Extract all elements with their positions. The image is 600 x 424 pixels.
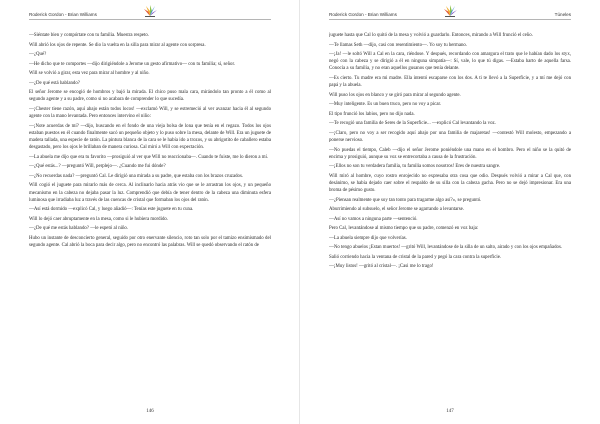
publisher-logo-icon: [141, 4, 159, 18]
paragraph: El tipo frunció los labios, pero no dijo nada.: [329, 111, 415, 117]
paragraph: Salió corriendo hacia la ventana de cristal de la pared y pegó la cara contra la superficie.: [329, 254, 502, 260]
paragraph: Will cogió el juguete para mirarlo más de cerca. Al inclinarlo hacia atrás vio que se le arrastran los ojos, y un pequeño mecanismo en la cabeza no dejaba pasar la luz. Comprendió que debía de tener dentro de la cabeza una diminuta esfera luminosa que irradiaba luz a través de las cuencas de cristal que formaban los ojos del ratón.: [29, 183, 271, 203]
paragraph: —¡Muy listos! —gritó al cristal—. ¡Casi me lo trago!: [329, 264, 434, 270]
paragraph: —¡Claro, pero no voy a ser recogido aquí abajo por una familia de majaretas! —contestó Will molesto, empezando a ponerse nervioso.: [329, 130, 571, 143]
page-header: [329, 0, 571, 24]
paragraph: Will miró al hombre, cuyo rostro enrojecido no expresaba otra cosa que odio. Después volvió a mirar a Cal que, con desánimo, se había dejado caer sobre el respaldo de su silla con la cabeza gacha. Pero no se dejó impresionar. Era una broma de pésimo gusto.: [329, 173, 571, 194]
paragraph: —La abuela me dijo que era tu favorito —prosiguió al ver que Will no reaccionaba—. Cuando te fuiste, me lo dieron a mí.: [29, 154, 269, 160]
paragraph: —¿De qué está hablando?: [29, 80, 80, 86]
paragraph: Aburrimiendo al subsuelo, el señor Jerome se agarrando a levantarse.: [329, 207, 465, 213]
paragraph: —¿Qué?: [29, 52, 47, 58]
page-header: [29, 0, 271, 24]
header-authors: Roderick Gordon - Brian Williams: [329, 12, 397, 17]
paragraph: El señor Jerome se encogió de hombros y bajó la mirada. El chico puso mala cara, mirándolo tan pronto a él como al segundo agente y a su padre, como si no acabara de comprender lo que sucedía.: [29, 90, 271, 103]
page-body: [329, 32, 571, 404]
paragraph: —¿De qué me estás hablando? —le espetó al niño.: [29, 226, 129, 232]
paragraph: —¡Ellos no son tu verdadera familia, tu familia somos nosotros! Eres de nuestra sangre.: [329, 164, 501, 170]
paragraph: Will abrió los ojos de repente. Se dio la vuelta en la silla para mirar al agente con sorpresa.: [29, 42, 206, 48]
paragraph: Will se volvió a girar, esta vez para mirar al hombre y al niño.: [29, 71, 150, 77]
header-authors: Roderick Gordon - Brian Williams: [29, 12, 97, 17]
paragraph: Hubo un instante de desconcierto general, seguido por otro enervante silencio, roto tan solo por el tamizo ensimismado del segundo agente. Cal abrió la boca para decir algo, pero no encontró las palabras. Will se quedó observando el ratón de: [29, 235, 271, 248]
paragraph: —No tengo abuelos ¡Estan muertos! —gritó Will, levantándose de la silla de un salto, airado y con los ojos empañados.: [329, 245, 563, 251]
paragraph: —Así no vamos a ninguna parte —sentenció.: [329, 216, 418, 222]
header-rule: [29, 19, 271, 20]
paragraph: —¿Qué estás...? —preguntó Will, perplejo—. ¿Cuando me fui dónde?: [29, 164, 166, 170]
page-number: 146: [146, 409, 154, 414]
paragraph: —¡Note acuerdas de mí? —dijo, buscando en el fondo de una vieja bolsa de lona que tenía en el regazo. Todos los ojos estaban puestos en él cuando finalmente sacó un pequeño objeto y lo puso sobre la mesa, delante de Will. Era un juguete de madera tallada, una especie de ratón. La pintura blanca de la cara se le había ido a trozos, y su abrigotito de caballero estaba desgastado, pero los ojos le brillaban de manera curiosa. Cal miró a Will con expectación.: [29, 123, 271, 151]
paragraph: —¿No recuerdas nada? —preguntó Cal. Le dirigió una mirada a su padre, que estaba con los brazos cruzados.: [29, 173, 244, 179]
paragraph: —Te llamas Seth —dijo, casi con resentimiento—. Yo soy tu hermano.: [329, 42, 468, 48]
paragraph: Will lo dejó caer abruptamente en la mesa, como si le hubiera mordido.: [29, 216, 169, 222]
paragraph: —Te recogió una familia de Seres de la Superficie... —explicó Cal levantando la voz.: [329, 121, 496, 127]
paragraph: —Es cierto. Tu madre era mi madre. Ella intentó escaparse con los dos. A ti te llevó a la Superficie, y a mí me dejó con papá y la abuela.: [329, 75, 571, 89]
paragraph: —He dicho que te comportes —dijo dirigiéndole a Jerome un gesto afirmativo— con tu familia; sí, señor.: [29, 61, 236, 67]
header-rule: [329, 19, 571, 20]
page-body: [29, 32, 271, 404]
paragraph: juguete hasta que Cal lo quitó de la mesa y volvió a guardarlo. Entonces, mirando a Will frunció el ceño.: [329, 33, 533, 38]
right-page: [300, 0, 600, 424]
header-title: Túneles: [554, 12, 571, 17]
paragraph: —No puedas el tiempo, Caleb —dijo el señor Jerome poniéndole una mano en el hombro. Pero el niño se la quitó de encima y prosiguió, aunque su voz se entrecortaba a causa de la frustración.: [329, 147, 571, 160]
paragraph: Will puso los ojos en blanco y se giró para mirar al segundo agente.: [329, 92, 461, 98]
paragraph: —¡Chester tiene razón, aquí abajo están todos locos! —exclamó Will, y se estremeció al ver avanzar hacia él al segundo agente con la mano levantada. Pero entonces intervino el niño:: [29, 106, 271, 120]
paragraph: Pero Cal, levantándose al mismo tiempo que su padre, comenzó en voz baja:: [329, 226, 479, 232]
page-number: 147: [446, 409, 454, 414]
paragraph: —¡Ja! —le soltó Will a Cal en la cara, riéndose. Y después, recordando con amargura el trato que le habían dado los styx, negó con la cabeza y se dirigió a él en ninguna simpatía—: Sí, vale, lo que tú digas. —Estaba harto de aquella farsa. Conocía a su familia, y no eran aquellos gusanos que tenía delante.: [329, 52, 571, 72]
paragraph: —La abuela siempre dijo que volverías.: [329, 235, 407, 241]
paragraph: —Muy inteligente. Es un buen truco, pero no voy a picar.: [329, 102, 442, 108]
paragraph: —Así está dormido —explicó Cal, y luego añadió—: Tenías este juguete en tu cuna.: [29, 207, 194, 213]
paragraph: —Siéntate bien y compórtate con tu familia. Muestra respeto.: [29, 33, 150, 38]
paragraph: —¿Piensan realmente que soy tan tonto para tragarme algo así?», se preguntó.: [329, 197, 482, 203]
publisher-logo-icon: [441, 4, 459, 18]
